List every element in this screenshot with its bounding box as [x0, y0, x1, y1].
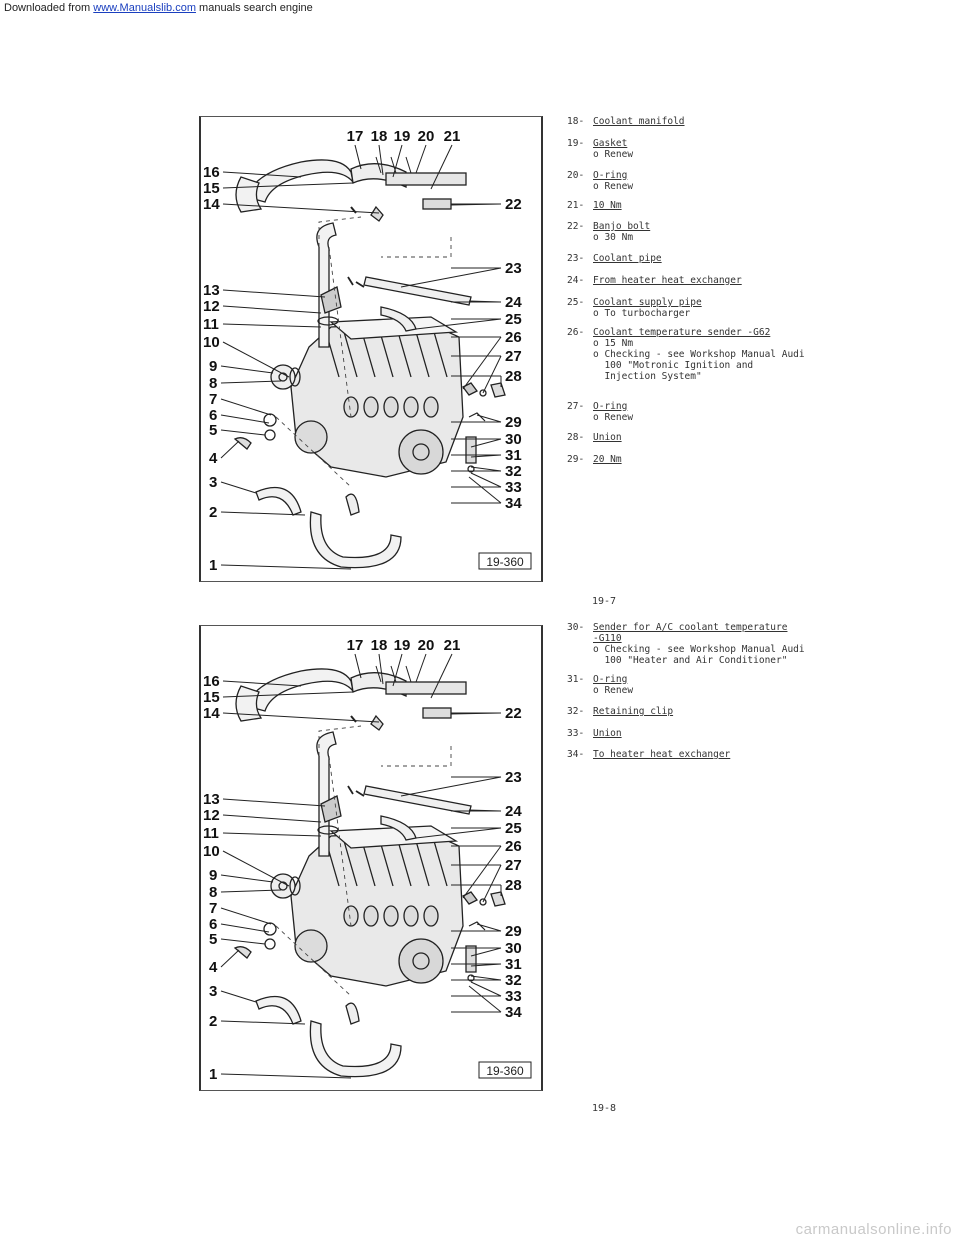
label-top-19: 19: [393, 128, 411, 145]
legend-label: Coolant pipe: [593, 253, 662, 264]
legend-number: 31-: [567, 674, 585, 685]
union-icon: [491, 383, 505, 397]
label-left-1: 1: [209, 1066, 218, 1083]
temp-sender-icon: [463, 383, 477, 395]
label-left-2: 2: [209, 504, 218, 521]
label-left-3: 3: [209, 474, 218, 491]
label-right-31: 31: [505, 447, 522, 464]
legend-entry: [567, 728, 827, 739]
label-right-25: 25: [505, 311, 522, 328]
label-top-20: 20: [417, 637, 435, 654]
label-left-8: 8: [209, 884, 218, 901]
coolant-manifold-icon: [386, 173, 466, 185]
dashed-line: [381, 237, 451, 257]
banjo-union-icon: [371, 716, 383, 730]
legend-note: Injection System": [593, 371, 702, 382]
leader-line: [221, 875, 273, 882]
intake-runner-icon: [384, 906, 398, 926]
legend-entry: [567, 327, 827, 382]
legend-entry: [567, 138, 827, 160]
leader-line: [469, 986, 501, 1012]
legend-note: o Renew: [593, 181, 634, 192]
water-pump-icon: [271, 874, 295, 898]
legend-number: 28-: [567, 432, 585, 443]
leader-line: [416, 145, 426, 173]
intake-runner-icon: [424, 906, 438, 926]
leader-line: [477, 415, 501, 422]
leader-line: [223, 851, 289, 886]
label-right-28: 28: [505, 877, 522, 894]
intake-runner-icon: [404, 397, 418, 417]
coolant-manifold-icon: [386, 682, 466, 694]
leader-line: [221, 991, 256, 1002]
legend-number: 32-: [567, 706, 585, 717]
legend-number: 25-: [567, 297, 585, 308]
banjo-union-icon: [371, 207, 383, 221]
label-top-20: 20: [417, 128, 435, 145]
legend-entry: [567, 170, 827, 192]
leader-line: [471, 473, 501, 487]
label-right-34: 34: [505, 495, 522, 512]
hose-coupling-icon: [346, 1003, 359, 1024]
leader-line: [223, 290, 325, 297]
label-top-17: 17: [346, 637, 364, 654]
legend-entry: [567, 622, 827, 666]
label-left-2: 2: [209, 1013, 218, 1030]
flange-icon: [235, 947, 251, 958]
leader-line: [477, 924, 501, 931]
engine-artwork: [235, 666, 505, 1077]
label-right-22: 22: [505, 196, 522, 213]
label-left-4: 4: [209, 959, 218, 976]
intake-runner-icon: [364, 397, 378, 417]
legend-entry: [567, 116, 827, 127]
label-left-5: 5: [209, 422, 218, 439]
coolant-pipe-icon: [364, 786, 471, 814]
label-right-34: 34: [505, 1004, 522, 1021]
label-left-16: 16: [203, 673, 220, 690]
label-right-23: 23: [505, 769, 522, 786]
legend-number: 22-: [567, 221, 585, 232]
download-header: [4, 2, 313, 14]
label-right-23: 23: [505, 260, 522, 277]
label-right-28: 28: [505, 368, 522, 385]
watermark: carmanualsonline.info: [795, 1221, 952, 1238]
label-right-30: 30: [505, 431, 522, 448]
label-right-30: 30: [505, 940, 522, 957]
label-right-29: 29: [505, 414, 522, 431]
label-left-12: 12: [203, 807, 220, 824]
leader-line: [223, 324, 321, 327]
leader-line: [221, 939, 265, 944]
label-right-33: 33: [505, 479, 522, 496]
legend-note: o Renew: [593, 149, 634, 160]
label-left-10: 10: [203, 843, 220, 860]
label-top-21: 21: [443, 637, 461, 654]
label-left-14: 14: [203, 196, 220, 213]
label-left-14: 14: [203, 705, 220, 722]
label-left-5: 5: [209, 931, 218, 948]
label-left-13: 13: [203, 791, 220, 808]
alternator-icon: [295, 930, 327, 962]
lower-hose-icon: [256, 488, 301, 516]
leader-line: [463, 846, 501, 898]
legend-label: 10 Nm: [593, 200, 622, 211]
label-top-17: 17: [346, 128, 364, 145]
label-left-15: 15: [203, 180, 220, 197]
legend-label-cont: -G110: [593, 633, 622, 644]
legend-number: 23-: [567, 253, 585, 264]
label-left-12: 12: [203, 298, 220, 315]
label-left-3: 3: [209, 983, 218, 1000]
legend-entry: [567, 749, 827, 760]
pulley-icon: [399, 430, 443, 474]
leader-line: [223, 799, 325, 806]
figure-code: 19-360: [486, 555, 524, 569]
label-left-16: 16: [203, 164, 220, 181]
leader-line: [221, 441, 239, 458]
engine-coolant-diagram-bottom: [199, 625, 543, 1091]
label-right-31: 31: [505, 956, 522, 973]
leader-line: [223, 306, 321, 313]
legend-label: Union: [593, 432, 622, 443]
leader-line: [401, 268, 501, 287]
intake-runner-icon: [384, 397, 398, 417]
label-right-24: 24: [505, 803, 522, 820]
leader-line: [463, 337, 501, 389]
leader-line: [471, 467, 501, 471]
legend-number: 29-: [567, 454, 585, 465]
legend-label: Union: [593, 728, 622, 739]
legend-entry: [567, 432, 827, 443]
lower-hose-icon: [256, 997, 301, 1025]
leader-line: [221, 924, 269, 932]
legend-number: 30-: [567, 622, 585, 633]
engine-coolant-diagram-top: [199, 116, 543, 582]
label-right-26: 26: [505, 329, 522, 346]
intake-runner-icon: [424, 397, 438, 417]
leader-line: [223, 342, 289, 377]
legend-page-19-7: [567, 116, 857, 466]
legend-page-19-8: [567, 622, 857, 782]
hose-coupling-icon: [346, 494, 359, 515]
legend-label: O-ring: [593, 170, 628, 181]
legend-label: O-ring: [593, 401, 628, 412]
manualslib-link[interactable]: www.Manualslib.com: [93, 2, 196, 14]
alternator-icon: [295, 421, 327, 453]
legend-number: 19-: [567, 138, 585, 149]
clip-icon: [348, 277, 364, 287]
legend-note: o Renew: [593, 412, 634, 423]
temp-sender-icon: [463, 892, 477, 904]
legend-entry: [567, 706, 827, 717]
header-prefix: Downloaded from: [4, 2, 94, 14]
legend-label: Sender for A/C coolant temperature: [593, 622, 788, 633]
label-right-27: 27: [505, 857, 522, 874]
label-left-15: 15: [203, 689, 220, 706]
banjo-bolt-icon: [423, 708, 451, 718]
header-suffix: manuals search engine: [195, 2, 313, 14]
leader-line: [223, 815, 321, 822]
diagram-svg: [201, 626, 541, 1090]
upper-hose-icon: [246, 669, 353, 711]
label-right-33: 33: [505, 988, 522, 1005]
label-left-1: 1: [209, 557, 218, 574]
legend-number: 34-: [567, 749, 585, 760]
label-left-10: 10: [203, 334, 220, 351]
water-pump-icon: [271, 365, 295, 389]
legend-number: 24-: [567, 275, 585, 286]
coolant-pipe-icon: [364, 277, 471, 305]
legend-note: o To turbocharger: [593, 308, 691, 319]
label-top-18: 18: [370, 128, 388, 145]
legend-label: Coolant supply pipe: [593, 297, 702, 308]
leader-line: [471, 982, 501, 996]
legend-note: 100 "Motronic Ignition and: [593, 360, 754, 371]
leader-line: [221, 430, 265, 435]
seal-icon: [265, 939, 275, 949]
flange-icon: [235, 438, 251, 449]
leader-line: [223, 833, 321, 836]
label-left-11: 11: [203, 316, 219, 333]
pulley-icon: [399, 939, 443, 983]
label-left-7: 7: [209, 391, 218, 408]
leader-line: [221, 565, 351, 569]
dashed-line: [381, 746, 451, 766]
legend-number: 33-: [567, 728, 585, 739]
label-left-4: 4: [209, 450, 218, 467]
label-left-8: 8: [209, 375, 218, 392]
leader-line: [221, 482, 256, 493]
banjo-bolt-icon: [423, 199, 451, 209]
legend-entry: [567, 401, 827, 423]
legend-number: 26-: [567, 327, 585, 338]
page-number-19-7: 19-7: [592, 596, 617, 607]
legend-number: 20-: [567, 170, 585, 181]
leader-line: [401, 777, 501, 796]
legend-note: o 30 Nm: [593, 232, 634, 243]
legend-note: o Renew: [593, 685, 634, 696]
legend-number: 27-: [567, 401, 585, 412]
leader-line: [416, 654, 426, 682]
ac-sender-icon: [466, 946, 476, 972]
lower-hose-u-icon: [310, 512, 401, 568]
label-left-7: 7: [209, 900, 218, 917]
legend-note: 100 "Heater and Air Conditioner": [593, 655, 788, 666]
label-right-32: 32: [505, 463, 522, 480]
leader-line: [469, 477, 501, 503]
page-number-19-8: 19-8: [592, 1103, 617, 1114]
legend-entry: [567, 253, 827, 264]
legend-label: 20 Nm: [593, 454, 622, 465]
label-right-32: 32: [505, 972, 522, 989]
legend-label: Coolant manifold: [593, 116, 685, 127]
legend-label: Banjo bolt: [593, 221, 651, 232]
legend-note: o Checking - see Workshop Manual Audi: [593, 644, 805, 655]
seal-icon: [265, 430, 275, 440]
legend-label: Gasket: [593, 138, 628, 149]
label-right-22: 22: [505, 705, 522, 722]
legend-label: Coolant temperature sender -G62: [593, 327, 771, 338]
clip-icon: [348, 786, 364, 796]
lower-hose-u-icon: [310, 1021, 401, 1077]
upper-hose-icon: [246, 160, 353, 202]
legend-label: To heater heat exchanger: [593, 749, 731, 760]
label-left-6: 6: [209, 407, 218, 424]
legend-entry: [567, 297, 827, 319]
thermostat-housing-icon: [264, 414, 276, 426]
leader-line: [221, 1074, 351, 1078]
label-top-21: 21: [443, 128, 461, 145]
ac-sender-icon: [466, 437, 476, 463]
legend-note: o Checking - see Workshop Manual Audi: [593, 349, 805, 360]
legend-entry: [567, 221, 827, 243]
union-icon: [491, 892, 505, 906]
diagram-svg: [201, 117, 541, 581]
label-right-26: 26: [505, 838, 522, 855]
legend-label: From heater heat exchanger: [593, 275, 742, 286]
engine-artwork: [235, 157, 505, 568]
leader-line: [221, 908, 271, 924]
legend-entry: [567, 275, 827, 286]
leader-line: [221, 415, 269, 423]
thermostat-housing-icon: [264, 923, 276, 935]
intake-runner-icon: [364, 906, 378, 926]
legend-number: 21-: [567, 200, 585, 211]
label-left-11: 11: [203, 825, 219, 842]
leader-line: [355, 145, 361, 169]
figure-code: 19-360: [486, 1064, 524, 1078]
label-right-29: 29: [505, 923, 522, 940]
legend-entry: [567, 674, 827, 696]
legend-entry: [567, 454, 827, 465]
leader-line: [355, 654, 361, 678]
leader-line: [221, 366, 273, 373]
label-right-25: 25: [505, 820, 522, 837]
legend-entry: [567, 200, 827, 211]
legend-note: o 15 Nm: [593, 338, 634, 349]
leader-line: [471, 976, 501, 980]
legend-label: O-ring: [593, 674, 628, 685]
label-left-6: 6: [209, 916, 218, 933]
legend-label: Retaining clip: [593, 706, 674, 717]
label-left-9: 9: [209, 867, 218, 884]
label-right-27: 27: [505, 348, 522, 365]
leader-line: [221, 399, 271, 415]
intake-runner-icon: [404, 906, 418, 926]
label-top-19: 19: [393, 637, 411, 654]
label-left-9: 9: [209, 358, 218, 375]
label-right-24: 24: [505, 294, 522, 311]
label-left-13: 13: [203, 282, 220, 299]
leader-line: [221, 950, 239, 967]
label-top-18: 18: [370, 637, 388, 654]
legend-number: 18-: [567, 116, 585, 127]
